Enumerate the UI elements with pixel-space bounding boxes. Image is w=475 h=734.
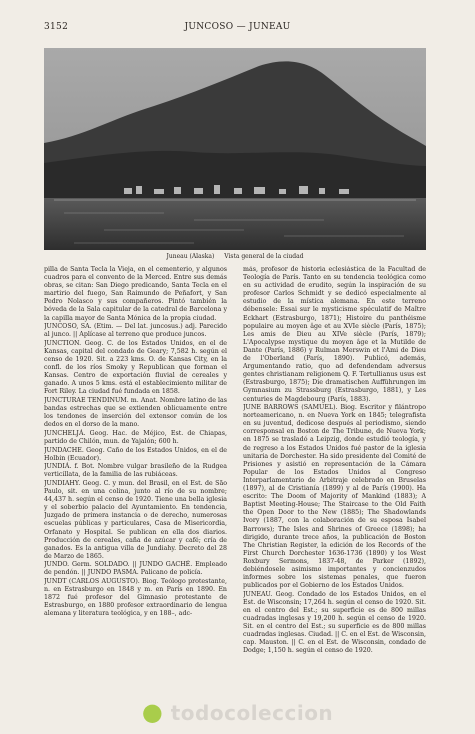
right-paragraph-0: más, profesor de historia eclesiástica de la Facultad de Teología de París. Tanto en su tendencia teológica como en su actividad de erudito, según la inspiración de su profesor Carlos Schmidt y se dedicó especialmente al estudio de la mística alemana. En este terreno débensele: Essai sur le mysticisme spéculatif de Maître Eckhart (Estrasburgo, 1871); Histoire du panthéisme populaire au moyen âge et au XVIe siècle (París, 1875); Les amis de Dieu au XIVe siècle (París, 1879); L'Apocalypse mystique du moyen âge et la Mutilde de Dante (París, 1886) y Rulman Merswin et l'Ami de Dieu de l'Oberland (París, 1890). Publicó, además, Argumentando ratio, quo ad defendendam adversus gentes christianam religionem Q. F. Tertullianus usus est (Estrasburgo, 1875); Die dramatischen Aufführungen im Gymnasium zu Strassburg (Estrasburgo, 1881), y Les centuries de Magdebourg (París, 1883). — [243, 266, 426, 403]
left-paragraph-0: pilla de Santa Tecla la Vieja, en el cementerio, y algunos cuadros para el convento de la Merced. Entre sus demás obras, se citan: San Diego predicando, Santa Tecla en el martirio del fuego, San Raimundo de Peñafort, y San Pedro Nolasco y sus compañeros. Pintó también la bóveda de la Sala capitular de la catedral de Barcelona y la capilla mayor de Santa Mónica de la propia ciudad. — [44, 266, 227, 322]
entry-jundiahy: JUNDIAHY. Geog. C. y mun. del Brasil, en el Est. de São Paulo, sit. en una colina, junto al río de su nombre; 44,437 h. según el censo de 1920. Tiene una bella iglesia y el soberbio palacio del Ayuntamiento. En tendencia, Juzgado de primera instancia o de derecho, numerosas escuelas públicas y particulares, Casa de Misericordia, Orfanato y Hospital. Se publican en ella dos diarios. Producción de cereales, caña de azúcar y café; cría de ganados. Es la antigua villa de Jundiahy. Decreto del 28 de Marzo de 1865. — [44, 479, 227, 560]
watermark-dot-icon: ● — [141, 698, 164, 726]
entry-jundache: JUNDACHE. Geog. Caño de los Estados Unidos, en el de Holbin (Ecuador). — [44, 446, 227, 462]
page-header — [44, 22, 431, 34]
caption-place: Juneau (Alaska) — [166, 253, 215, 260]
left-column — [44, 266, 227, 706]
running-head: JUNCOSO — JUNEAU — [184, 22, 291, 32]
watermark — [0, 698, 475, 726]
entry-juncturae-tendinum: JUNCTURAE TENDINUM. m. Anat. Nombre latino de las bandas estrechas que se extienden oblicuamente entre los tendones de inserción del extensor común de los dedos en el dorso de la mano. — [44, 397, 227, 429]
page-number: 3152 — [44, 22, 69, 32]
entry-june-barrows: JUNE BARROWS (SAMUEL). Biog. Escritor y filántropo norteamericano, n. en Nueva York en 1845; telegrafista en su juventud, dedicose después al periodismo, siendo corresponsal en Boston de The Tribune, de Nueva York; en 1875 se trasladó a Leipzig, donde estudió teología, y de regreso a los Estados Unidos fué pastor de la iglesia unitaria de Dorchester. Ha sido presidente del Comité de Prisiones y asistió en representación de la Cámara Popular de los Estados Unidos al Congreso Interparlamentario de Arbitraje celebrado en Bruselas (1897), al de Cristianía (1899) y al de París (1900). Ha escrito: The Doom of Majority of Mankind (1883); A Baptist Meeting-House; The Staircase to the Old Faith the Open Door to the New (1885); The Shadowlands Ivory (1887, con la colaboración de su esposa Isabel Barrows); The Isles and Shrines of Greece (1898); ha dirigido, durante trece años, la publicación de Boston The Christian Register, la edición de los Records of the First Church Dorchester 1636-1736 (1890) y los West Roxbury Sermons, 1837-48, de Parker (1892), debiéndosele asimismo importantes y concienzudos informes sobre los sistemas penales, que fueron publicados por el Gobierno de los Estados Unidos. — [243, 404, 426, 590]
entry-junction: JUNCTION. Geog. C. de los Estados Unidos, en el de Kansas, capital del condado de Geary; 7,582 h. según el censo de 1920. Sit. a 223 kms. O. de Kansas City, en la confl. de los ríos Smoky y Republican que forman el Kansas. Centro de exportación fluvial de cereales y ganado. A unos 5 kms. está el establecimiento militar de Fort Riley. La ciudad fué fundada en 1858. — [44, 339, 227, 396]
entry-jundia: JUNDIÁ. f. Bot. Nombre vulgar brasileño de la Rudgea verticillata, de la familia de las rubiáceas. — [44, 463, 227, 479]
watermark-brand: todocoleccion — [170, 701, 334, 725]
juneau-photo — [44, 48, 426, 250]
entry-juneau: JUNEAU. Geog. Condado de los Estados Unidos, en el Est. de Wisconsin; 17,264 h. según el censo de 1920. Sit. en el centro del Est.; su superficie es de 800 millas cuadradas inglesas y 19,200 h. según el censo de 1920. Sit. en el centro del Est.; su superficie es de 800 millas cuadradas inglesas. Ciudad. || C. en el Est. de Wisconsin, cap. Mauston. || C. en el Est. de Wisconsin, condado de Dodge; 1,150 h. según el censo de 1920. — [243, 590, 426, 655]
photo-caption — [44, 253, 426, 261]
entry-jundo: JUNDO. Germ. SOLDADO. || JUNDO GACHÉ. Empleado de pendón. || JUNDO PASMA. Palicano de policía. — [44, 561, 227, 577]
entry-jundt: JUNDT (CARLOS AUGUSTO). Biog. Teólogo protestante, n. en Estrasburgo en 1848 y m. en París en 1890. En 1872 fué profesor del Gimnasio protestante de Estrasburgo, en 1880 profesor extraordinario de lengua alemana y literatura teológica, y en 188–, adc- — [44, 578, 227, 618]
caption-description: Vista general de la ciudad — [224, 253, 304, 260]
entry-juncoso: JUNCOSO, SA. (Etim. — Del lat. juncosus.) adj. Parecido al junco. || Aplícase al terreno que produce juncos. — [44, 323, 227, 339]
right-column — [243, 266, 426, 706]
entry-junchelja: JUNCHELJÁ. Geog. Hac. de Méjico, Est. de Chiapas, partido de Chilón, mun. de Yajalón; 600 h. — [44, 429, 227, 445]
